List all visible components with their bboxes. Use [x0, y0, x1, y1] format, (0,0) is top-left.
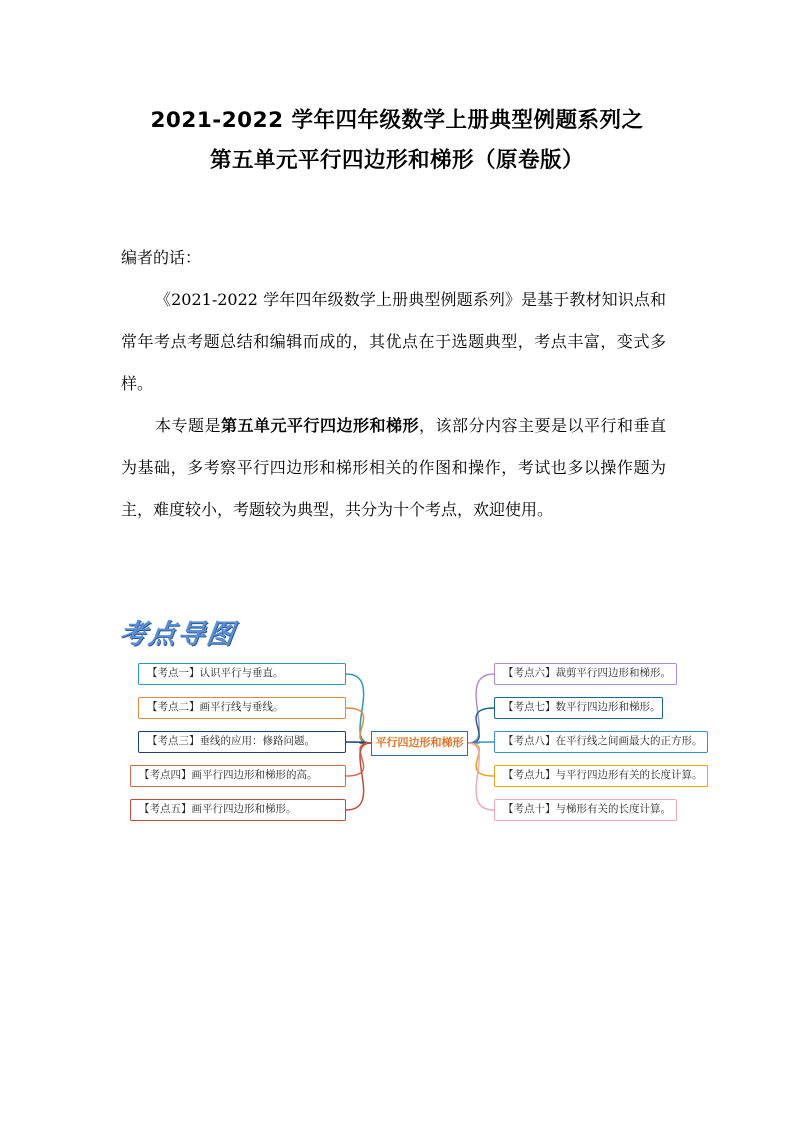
left-connector-4 [346, 743, 371, 776]
left-node-4: 【考点四】画平行四边形和梯形的高。 [130, 765, 346, 787]
right-connector-4 [468, 743, 494, 776]
right-connector-3 [468, 742, 494, 743]
left-node-5: 【考点五】画平行四边形和梯形。 [130, 799, 346, 821]
document-title-line1: 2021-2022 学年四年级数学上册典型例题系列之 [150, 108, 644, 133]
right-node-4: 【考点九】与平行四边形有关的长度计算。 [494, 765, 708, 787]
left-connector-2 [346, 708, 371, 743]
topic-paragraph-pre: 本专题是 [155, 416, 221, 435]
right-node-3: 【考点八】在平行线之间画最大的正方形。 [494, 731, 708, 753]
right-node-2: 【考点七】数平行四边形和梯形。 [494, 697, 663, 719]
left-connector-3 [346, 742, 371, 743]
right-node-1: 【考点六】裁剪平行四边形和梯形。 [494, 663, 677, 685]
document-title-line2: 第五单元平行四边形和梯形（原卷版） [209, 148, 584, 173]
topic-paragraph-bold: 第五单元平行四边形和梯形 [221, 416, 419, 435]
left-node-1: 【考点一】认识平行与垂直。 [138, 663, 346, 685]
topic-paragraph-post: ，该部分内容主要是以平行和垂直为基础，多考察平行四边形和梯形相关的作图和操作，考试也多以操作题为主，难度较小，考题较为典型，共分为十个考点，欢迎使用。 [121, 416, 666, 519]
left-node-3: 【考点三】垂线的应用：修路问题。 [138, 731, 346, 753]
left-connector-1 [346, 674, 371, 743]
right-node-5: 【考点十】与梯形有关的长度计算。 [494, 799, 677, 821]
mindmap-center-node: 平行四边形和梯形 [371, 731, 468, 756]
mindmap-heading: 考点导图 [117, 619, 238, 650]
left-connector-5 [346, 743, 371, 810]
right-connector-1 [468, 674, 494, 743]
right-connector-5 [468, 743, 494, 810]
left-node-2: 【考点二】画平行线与垂线。 [138, 697, 346, 719]
intro-paragraph: 《2021-2022 学年四年级数学上册典型例题系列》是基于教材知识点和常年考点考题总结和编辑而成的，其优点在于选题典型，考点丰富，变式多样。 [121, 290, 666, 393]
right-connector-2 [468, 708, 494, 743]
topic-paragraph [121, 405, 666, 531]
editor-label: 编者的话： [121, 248, 202, 267]
